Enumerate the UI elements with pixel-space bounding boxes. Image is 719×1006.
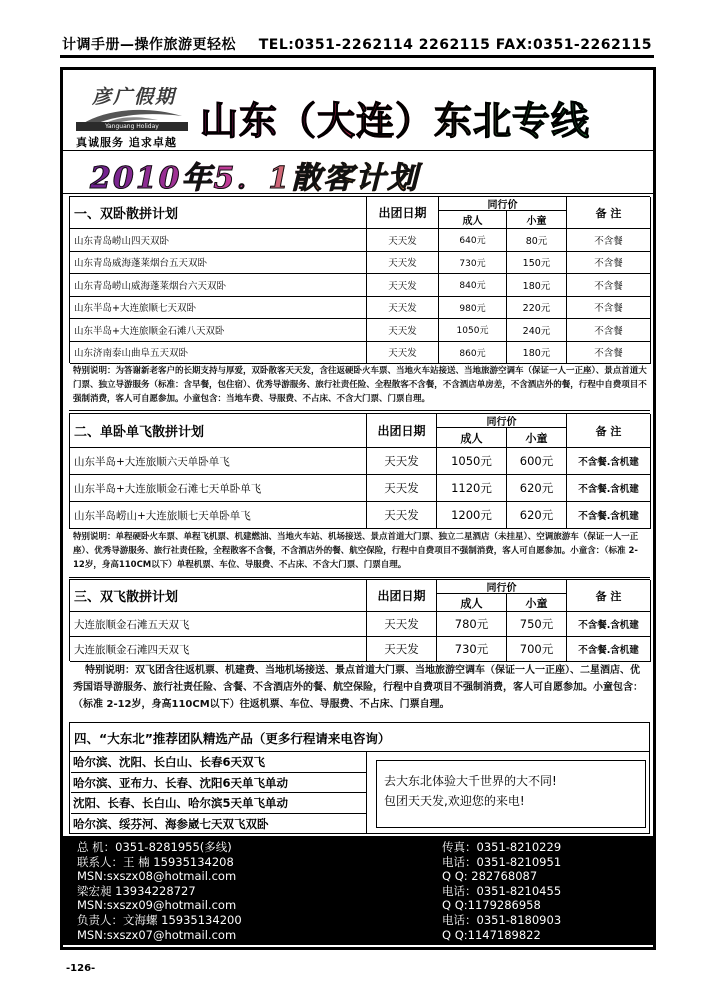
contact-box xyxy=(63,836,653,945)
section3-row-child: 700元 xyxy=(507,637,567,662)
section1-row-child: 240元 xyxy=(507,319,567,342)
section3-row-note: 不含餐.含机建 xyxy=(567,637,651,662)
section1-row-date: 天天发 xyxy=(367,274,439,297)
section1-row-date: 天天发 xyxy=(367,297,439,320)
section1-row-adult: 860元 xyxy=(439,342,507,365)
section3-row-child: 750元 xyxy=(507,612,567,637)
section1-row-date: 天天发 xyxy=(367,252,439,275)
contact-left-line: 联系人：王 楠 15935134208 xyxy=(77,854,234,869)
section1-row-child: 180元 xyxy=(507,342,567,365)
section4-promo-line1: 去大东北体验大千世界的大不同! xyxy=(384,774,557,788)
section1-row-name: 山东青岛崂山威海蓬莱烟台六天双卧 xyxy=(70,274,367,297)
section3-col-price: 同行价 xyxy=(437,580,567,594)
section1-row-note: 不含餐 xyxy=(567,342,651,365)
section1-col-price: 同行价 xyxy=(439,197,567,211)
page-number: -126- xyxy=(66,963,96,974)
contact-right-line: Q Q:1147189822 xyxy=(442,927,541,942)
section1-row-date: 天天发 xyxy=(367,342,439,365)
section3-title: 三、双飞散拼计划 xyxy=(70,580,367,612)
section1-row-child: 180元 xyxy=(507,274,567,297)
section3-row-adult: 730元 xyxy=(437,637,507,662)
contact-left-line: MSN:sxszx08@hotmail.com xyxy=(77,869,237,884)
section2-row-adult: 1200元 xyxy=(437,502,507,529)
section1-row-name: 山东半岛+大连旅顺金石滩八天双卧 xyxy=(70,319,367,342)
section3-note: 特别说明：双飞团含往返机票、机建费、当地机场接送、景点首道大门票、当地旅游空调车（保证一人一正座）、二星酒店、优秀国语导游服务、旅行社责任险、含餐、不含酒店外的餐、航空保险，行程中自费项目不强制消费，客人可自愿参加。小童包含：（标准 2-12岁，身高110CM以下）往返机票、车位、导服费、不占床、门票自理。 xyxy=(73,665,643,710)
section1-row-name: 山东青岛崂山四天双卧 xyxy=(70,229,367,252)
section2-row-date: 天天发 xyxy=(367,502,437,529)
section3-row-note: 不含餐.含机建 xyxy=(567,612,651,637)
section1-row-name: 山东半岛+大连旅顺七天双卧 xyxy=(70,297,367,320)
section1-row-name: 山东济南泰山曲阜五天双卧 xyxy=(70,342,367,365)
section1-row-name: 山东青岛威海蓬莱烟台五天双卧 xyxy=(70,252,367,275)
contact-left-line: 梁宏昶 13934228727 xyxy=(77,883,196,898)
section1-col-date: 出团日期 xyxy=(367,197,439,229)
section2-row-date: 天天发 xyxy=(367,448,437,475)
section2-row-child: 620元 xyxy=(507,502,567,529)
logo-banner: Yanguang Holiday xyxy=(76,122,188,131)
contact-left-line: MSN:sxszx09@hotmail.com xyxy=(77,898,237,913)
section1-row-adult: 980元 xyxy=(439,297,507,320)
section4-list xyxy=(69,752,367,834)
page-header xyxy=(62,34,654,54)
section1-note: 特别说明：为答谢新老客户的长期支持与厚爱，双卧散客天天发，含往返硬卧火车票、当地火车站接送、当地旅游空调车（保证一人一正座）、景点首道大门票、独立导游服务（标准：含早餐，包住宿）、优秀导游服务、旅行社责任险、全程散客不含餐，不含酒店单房差，不含酒店外的餐，行程中自费项目不强制消费，客人可自愿参加。小童包含：当地车费、导服费、不占床、不含大门票、门票自理。 xyxy=(73,366,647,404)
section1-row-note: 不含餐 xyxy=(567,252,651,275)
section1-note-rule xyxy=(69,410,650,411)
section3-row-name: 大连旅顺金石滩四天双飞 xyxy=(70,637,367,662)
section3-row-date: 天天发 xyxy=(367,637,437,662)
section2-row-adult: 1050元 xyxy=(437,448,507,475)
section4-promo-line2: 包团天天发,欢迎您的来电! xyxy=(384,794,525,808)
section3-table xyxy=(69,579,650,661)
header-divider xyxy=(60,55,654,58)
section2-row-name: 山东半岛+大连旅顺金石滩七天单卧单飞 xyxy=(70,475,367,502)
logo-name: 彦广假期 xyxy=(92,86,177,108)
section3-col-note: 备 注 xyxy=(567,580,651,612)
section1-row-note: 不含餐 xyxy=(567,229,651,252)
contact-right-line: 电话：0351-8210455 xyxy=(442,883,562,898)
section2-col-date: 出团日期 xyxy=(367,414,437,448)
section1-row-adult: 730元 xyxy=(439,252,507,275)
section2-title: 二、单卧单飞散拼计划 xyxy=(70,414,367,448)
header-tel: TEL:0351-2262114 2262115 FAX:0351-2262115 xyxy=(258,37,652,53)
section1-row-adult: 840元 xyxy=(439,274,507,297)
plan-title: 2010年5．1散客计划 xyxy=(90,153,650,197)
contact-left-line: 负责人：文海螺 15935134200 xyxy=(77,913,242,927)
contact-right-line: Q Q: 282768087 xyxy=(442,869,538,884)
section1-row-note: 不含餐 xyxy=(567,274,651,297)
section2-note: 特别说明：单程硬卧火车票、单程飞机票、机建燃油、当地火车站、机场接送、景点首道大门票、独立二星酒店（未挂星）、空调旅游车（保证一人一正座）、优秀导游服务、旅行社责任险，全程散客不含餐，不含酒店外的餐、航空保险，行程中自费项目不强制消费，客人可自愿参加。小童含：（标准 2-12岁，身高110CM以下）单程机票、车位、导服费、不占床、不含大门票、门票自理。 xyxy=(73,532,639,570)
section1-table xyxy=(69,196,650,363)
section1-row-adult: 640元 xyxy=(439,229,507,252)
section2-row-child: 620元 xyxy=(507,475,567,502)
contact-right-line: Q Q:1179286958 xyxy=(442,898,541,913)
section1-title: 一、双卧散拼计划 xyxy=(70,197,367,229)
section1-row-child: 150元 xyxy=(507,252,567,275)
section4-item: 哈尔滨、沈阳、长白山、长春6天双飞 xyxy=(71,752,367,773)
contact-left-line: 总 机：0351-8281955(多线) xyxy=(77,840,232,854)
section1-row-note: 不含餐 xyxy=(567,319,651,342)
section2-row-note: 不含餐.含机建 xyxy=(567,475,651,502)
section1-col-child: 小童 xyxy=(507,211,567,229)
section2-row-note: 不含餐.含机建 xyxy=(567,448,651,475)
section1-row-child: 220元 xyxy=(507,297,567,320)
section2-note-rule xyxy=(69,577,650,578)
section2-col-price: 同行价 xyxy=(437,414,567,428)
section1-row-note: 不含餐 xyxy=(567,297,651,320)
logo-slogan: 真诚服务 追求卓越 xyxy=(76,136,177,149)
section2-row-child: 600元 xyxy=(507,448,567,475)
section3-col-child: 小童 xyxy=(507,594,567,612)
section2-col-child: 小童 xyxy=(507,428,567,448)
section3-row-date: 天天发 xyxy=(367,612,437,637)
section2-row-adult: 1120元 xyxy=(437,475,507,502)
section3-row-name: 大连旅顺金石滩五天双飞 xyxy=(70,612,367,637)
section2-row-note: 不含餐.含机建 xyxy=(567,502,651,529)
section1-col-adult: 成人 xyxy=(439,211,507,229)
section4-item: 哈尔滨、亚布力、长春、沈阳6天单飞单动 xyxy=(71,773,367,794)
contact-right-line: 电话：0351-8180903 xyxy=(442,913,562,927)
main-title: 山东（大连）东北专线 xyxy=(200,90,650,145)
section1-col-note: 备 注 xyxy=(567,197,651,229)
section1-row-adult: 1050元 xyxy=(439,319,507,342)
section3-col-date: 出团日期 xyxy=(367,580,437,612)
section4-item: 哈尔滨、绥芬河、海参崴七天双飞双卧 xyxy=(71,814,367,835)
section2-col-adult: 成人 xyxy=(437,428,507,448)
section1-row-date: 天天发 xyxy=(367,229,439,252)
header-left-text: 计调手册—操作旅游更轻松 xyxy=(62,37,236,53)
section4-title: 四、“大东北”推荐团队精选产品（更多行程请来电咨询） xyxy=(74,731,391,746)
section1-row-child: 80元 xyxy=(507,229,567,252)
section2-row-date: 天天发 xyxy=(367,475,437,502)
contact-left-line: MSN:sxszx07@hotmail.com xyxy=(77,927,237,942)
section2-row-name: 山东半岛+大连旅顺六天单卧单飞 xyxy=(70,448,367,475)
section4-item: 沈阳、长春、长白山、哈尔滨5天单飞单动 xyxy=(71,793,367,814)
section3-col-adult: 成人 xyxy=(437,594,507,612)
section2-table xyxy=(69,413,650,529)
section1-row-date: 天天发 xyxy=(367,319,439,342)
section2-col-note: 备 注 xyxy=(567,414,651,448)
contact-right-line: 传真：0351-8210229 xyxy=(442,840,562,854)
contact-right-line: 电话：0351-8210951 xyxy=(442,854,562,869)
section3-row-adult: 780元 xyxy=(437,612,507,637)
section2-row-name: 山东半岛崂山+大连旅顺七天单卧单飞 xyxy=(70,502,367,529)
